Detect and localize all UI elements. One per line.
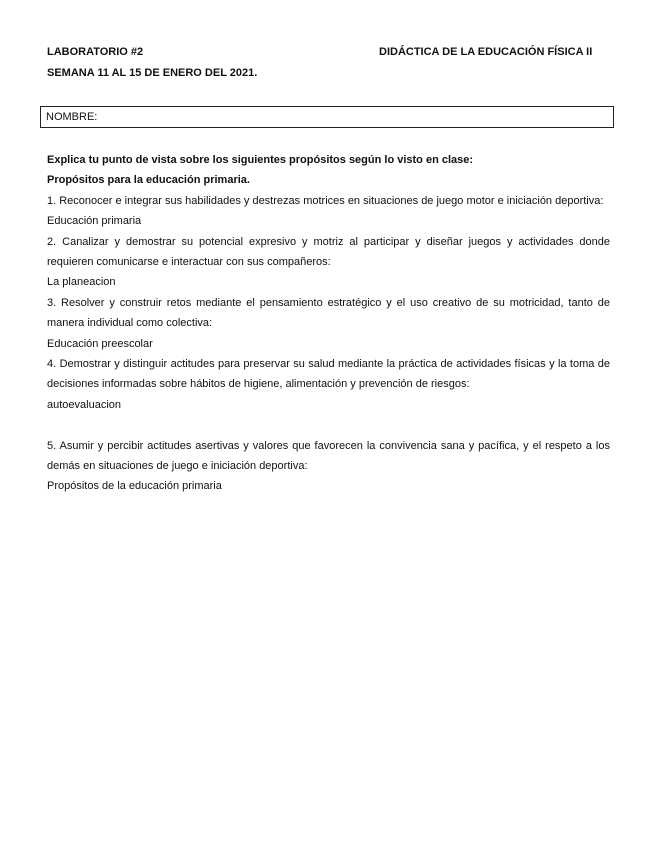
purpose-item-3: 3. Resolver y construir retos mediante el pensamiento estratégico y el uso creativo de su motricidad, tanto de manera individual como colectiva: (47, 296, 610, 330)
purpose-item-4: 4. Demostrar y distinguir actitudes para preservar su salud mediante la práctica de actividades físicas y la toma de decisiones informadas sobre hábitos de higiene, alimentación y prevención de riesgos: (47, 358, 610, 391)
answer-item-2: La planeacion (47, 276, 116, 289)
lab-title: LABORATORIO #2 (47, 46, 144, 58)
document-body (47, 150, 610, 497)
purpose-item-2: 2. Canalizar y demostrar su potencial expresivo y motriz al participar y diseñar juegos y actividades donde requieren comunicarse e interactuar con sus compañeros: (47, 235, 610, 269)
answer-item-1: Educación primaria (47, 215, 142, 228)
purpose-item-5: 5. Asumir y percibir actitudes asertivas y valores que favorecen la convivencia sana y pacífica, y el respeto a los demás en situaciones de juego e iniciación deportiva: (47, 439, 610, 473)
name-field[interactable] (40, 106, 614, 128)
instructions-subtitle: Propósitos para la educación primaria. (47, 174, 250, 187)
instructions-prompt: Explica tu punto de vista sobre los siguientes propósitos según lo visto en clase: (47, 154, 474, 166)
answer-item-4: autoevaluacion (47, 398, 122, 411)
course-title: DIDÁCTICA DE LA EDUCACIÓN FÍSICA II (379, 46, 593, 58)
purpose-item-1: 1. Reconocer e integrar sus habilidades y destrezas motrices en situaciones de juego motor e iniciación deportiva: (47, 194, 604, 207)
week-dates: SEMANA 11 AL 15 DE ENERO DEL 2021. (47, 67, 258, 79)
answer-item-5: Propósitos de la educación primaria (47, 480, 222, 493)
answer-item-3: Educación preescolar (47, 337, 153, 350)
spacer (47, 415, 610, 435)
name-field-label: NOMBRE: (46, 111, 98, 123)
